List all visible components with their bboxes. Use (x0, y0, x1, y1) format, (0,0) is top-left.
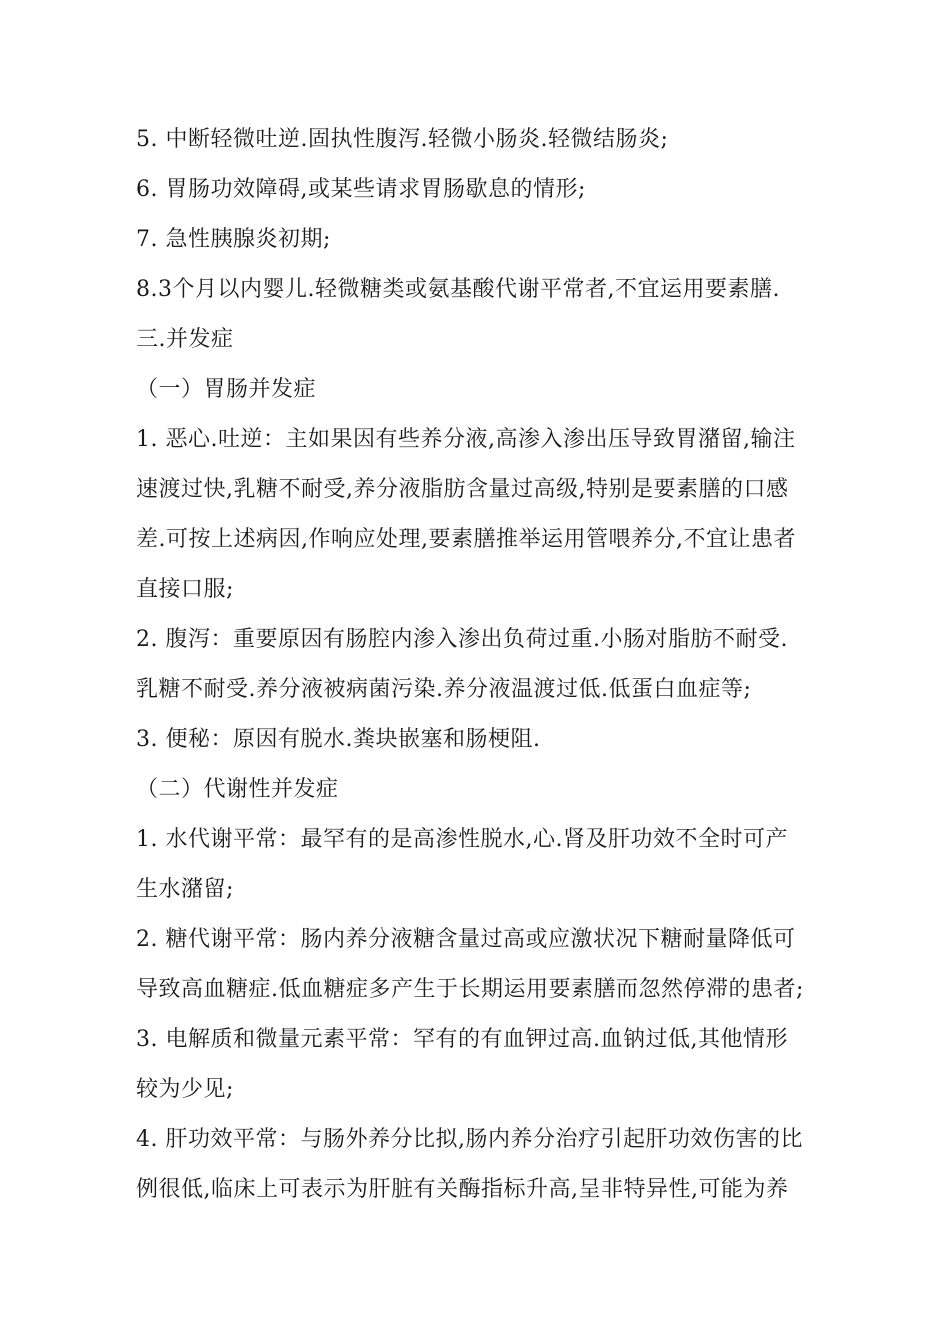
text-line: 4. 肝功效平常：与肠外养分比拟,肠内养分治疗引起肝功效伤害的比 (136, 1127, 803, 1152)
text-line: 6. 胃肠功效障碍,或某些请求胃肠歇息的情形; (136, 177, 586, 202)
text-line: 直接口服; (136, 577, 234, 602)
text-line: 生水潴留; (136, 877, 234, 902)
text-line: 2. 糖代谢平常：肠内养分液糖含量过高或应激状况下糖耐量降低可 (136, 927, 796, 952)
text-line: 导致高血糖症.低血糖症多产生于长期运用要素膳而忽然停滞的患者; (136, 977, 804, 1002)
text-line: 3. 电解质和微量元素平常：罕有的有血钾过高.血钠过低,其他情形 (136, 1027, 788, 1052)
text-line: 1. 水代谢平常：最罕有的是高渗性脱水,心.肾及肝功效不全时可产 (136, 827, 788, 852)
subsection-heading: （二）代谢性并发症 (136, 777, 339, 802)
text-line: 1. 恶心.吐逆：主如果因有些养分液,高渗入渗出压导致胃潴留,输注 (136, 427, 796, 452)
text-line: 8.3个月以内婴儿.轻微糖类或氨基酸代谢平常者,不宜运用要素膳. (136, 277, 780, 302)
subsection-heading: （一）胃肠并发症 (136, 377, 317, 402)
text-line: 5. 中断轻微吐逆.固执性腹泻.轻微小肠炎.轻微结肠炎; (136, 127, 669, 152)
section-heading: 三.并发症 (136, 327, 234, 352)
text-line: 较为少见; (136, 1077, 234, 1102)
text-line: 2. 腹泻：重要原因有肠腔内渗入渗出负荷过重.小肠对脂肪不耐受. (136, 627, 788, 652)
text-line: 3. 便秘：原因有脱水.粪块嵌塞和肠梗阻. (136, 727, 541, 752)
text-line: 例很低,临床上可表示为肝脏有关酶指标升高,呈非特异性,可能为养 (136, 1177, 789, 1202)
text-line: 乳糖不耐受.养分液被病菌污染.养分液温渡过低.低蛋白血症等; (136, 677, 752, 702)
text-line: 差.可按上述病因,作响应处理,要素膳推举运用管喂养分,不宜让患者 (136, 527, 796, 552)
text-line: 速渡过快,乳糖不耐受,养分液脂肪含量过高级,特别是要素膳的口感 (136, 477, 789, 502)
text-line: 7. 急性胰腺炎初期; (136, 227, 331, 252)
